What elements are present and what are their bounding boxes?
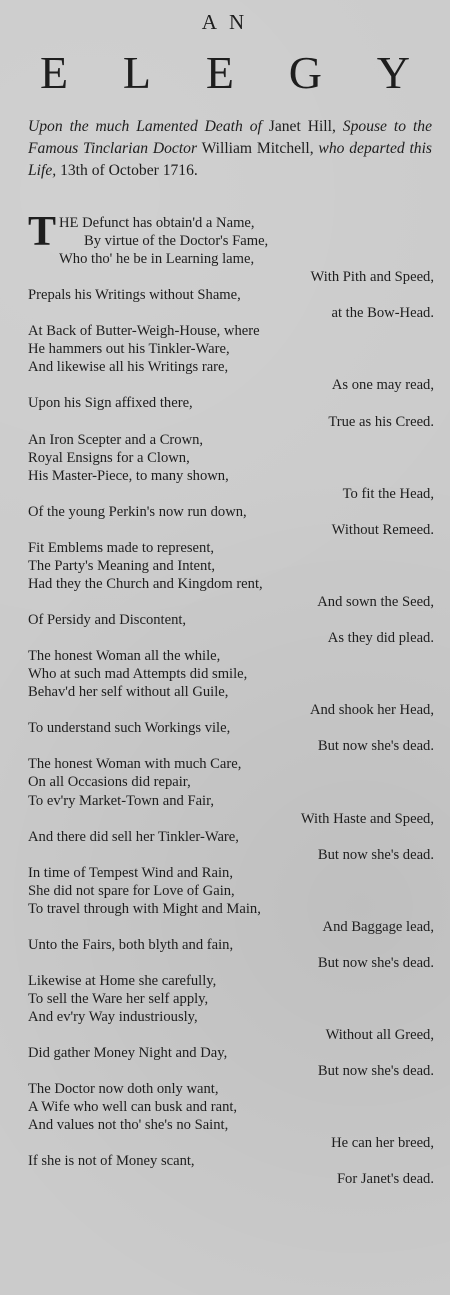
title-elegy	[40, 46, 410, 99]
drop-cap: T	[28, 209, 57, 255]
subtitle	[28, 116, 432, 182]
poem-line: A Wife who well can busk and rant,	[28, 1099, 238, 1116]
poem-line: With Pith and Speed,	[310, 269, 434, 286]
poem-line: Who at such mad Attempts did smile,	[28, 666, 248, 683]
poem-lines	[28, 209, 434, 1189]
poem-line: But now she's dead.	[317, 846, 434, 863]
title-letter: E	[40, 47, 69, 98]
poem-line: Fit Emblems made to represent,	[28, 539, 215, 556]
poem-line: For Janet's dead.	[336, 1171, 434, 1188]
poem-line: To sell the Ware her self apply,	[28, 991, 209, 1008]
poem-line: Had they the Church and Kingdom rent,	[28, 575, 263, 592]
poem-line: And likewise all his Writings rare,	[28, 359, 229, 376]
poem-line: And Baggage lead,	[322, 918, 434, 935]
poem-body	[28, 209, 434, 1189]
poem-line: Without all Greed,	[325, 1027, 434, 1044]
poem-line: His Master-Piece, to many shown,	[28, 467, 229, 484]
poem-line: Royal Ensigns for a Clown,	[28, 449, 190, 466]
title-letter: E	[205, 47, 234, 98]
poem-line: Behav'd her self without all Guile,	[28, 684, 229, 701]
poem-line: As one may read,	[331, 377, 434, 394]
poem-line: Of the young Perkin's now run down,	[28, 503, 247, 520]
poem-line: She did not spare for Love of Gain,	[28, 882, 235, 899]
poem-line: Likewise at Home she carefully,	[28, 972, 217, 989]
poem-line: The Party's Meaning and Intent,	[28, 557, 216, 574]
poem-line: The honest Woman with much Care,	[28, 756, 242, 773]
poem-line: Of Persidy and Discontent,	[28, 612, 187, 629]
poem-line: Did gather Money Night and Day,	[28, 1045, 228, 1062]
poem-line: True as his Creed.	[328, 413, 434, 430]
poem-line: And sown the Seed,	[317, 593, 434, 610]
poem-line: Prepals his Writings without Shame,	[28, 287, 241, 304]
poem-line: To understand such Workings vile,	[28, 720, 231, 737]
poem-line: To fit the Head,	[342, 485, 434, 502]
poem-line: As they did plead.	[327, 630, 434, 647]
poem-line: The honest Woman all the while,	[28, 648, 221, 665]
title-letter: Y	[376, 47, 410, 98]
subtitle-name-janet: Janet Hill,	[261, 118, 336, 135]
subtitle-name-william: William Mitchell,	[197, 140, 314, 157]
poem-line: Unto the Fairs, both blyth and fain,	[28, 936, 234, 953]
heading-an: A N	[201, 10, 249, 34]
poem-line: He hammers out his Tinkler-Ware,	[28, 341, 230, 358]
poem-line: And shook her Head,	[309, 702, 434, 719]
title-letter: G	[288, 47, 322, 98]
subtitle-part2: Spouse to the Famous Tinclarian Doctor	[28, 118, 432, 157]
subtitle-part3: who departed this Life,	[28, 140, 432, 179]
poem-line: With Haste and Speed,	[300, 810, 434, 827]
poem-line: At Back of Butter-Weigh-House, where	[28, 323, 260, 340]
poem-line: But now she's dead.	[317, 1063, 434, 1080]
subtitle-part1: Upon the much Lamented Death of	[28, 118, 262, 135]
poem-line: If she is not of Money scant,	[28, 1153, 195, 1170]
poem-line: To travel through with Might and Main,	[28, 900, 261, 917]
poem-line: And values not tho' she's no Saint,	[28, 1117, 229, 1134]
poem-line: To ev'ry Market-Town and Fair,	[28, 792, 215, 809]
poem-line: Who tho' he be in Learning lame,	[59, 251, 255, 268]
poem-line: Upon his Sign affixed there,	[28, 395, 193, 412]
poem-line: HE Defunct has obtain'd a Name,	[59, 215, 255, 231]
poem-line: But now she's dead.	[317, 954, 434, 971]
poem-line: And there did sell her Tinkler-Ware,	[28, 828, 239, 845]
poem-line: at the Bow-Head.	[331, 305, 434, 322]
poem-line: He can her breed,	[331, 1135, 434, 1152]
poem-line: Without Remeed.	[331, 521, 434, 538]
poem-line: And ev'ry Way industriously,	[28, 1009, 198, 1026]
poem-line: The Doctor now doth only want,	[28, 1081, 219, 1098]
poem-line: By virtue of the Doctor's Fame,	[84, 233, 269, 250]
title-letter: L	[122, 47, 152, 98]
subtitle-date: 13th of October 1716.	[56, 162, 198, 179]
poem-line: An Iron Scepter and a Crown,	[28, 431, 204, 448]
poem-line: But now she's dead.	[317, 738, 434, 755]
poem-line: On all Occasions did repair,	[28, 774, 191, 791]
poem-line: In time of Tempest Wind and Rain,	[28, 864, 233, 881]
